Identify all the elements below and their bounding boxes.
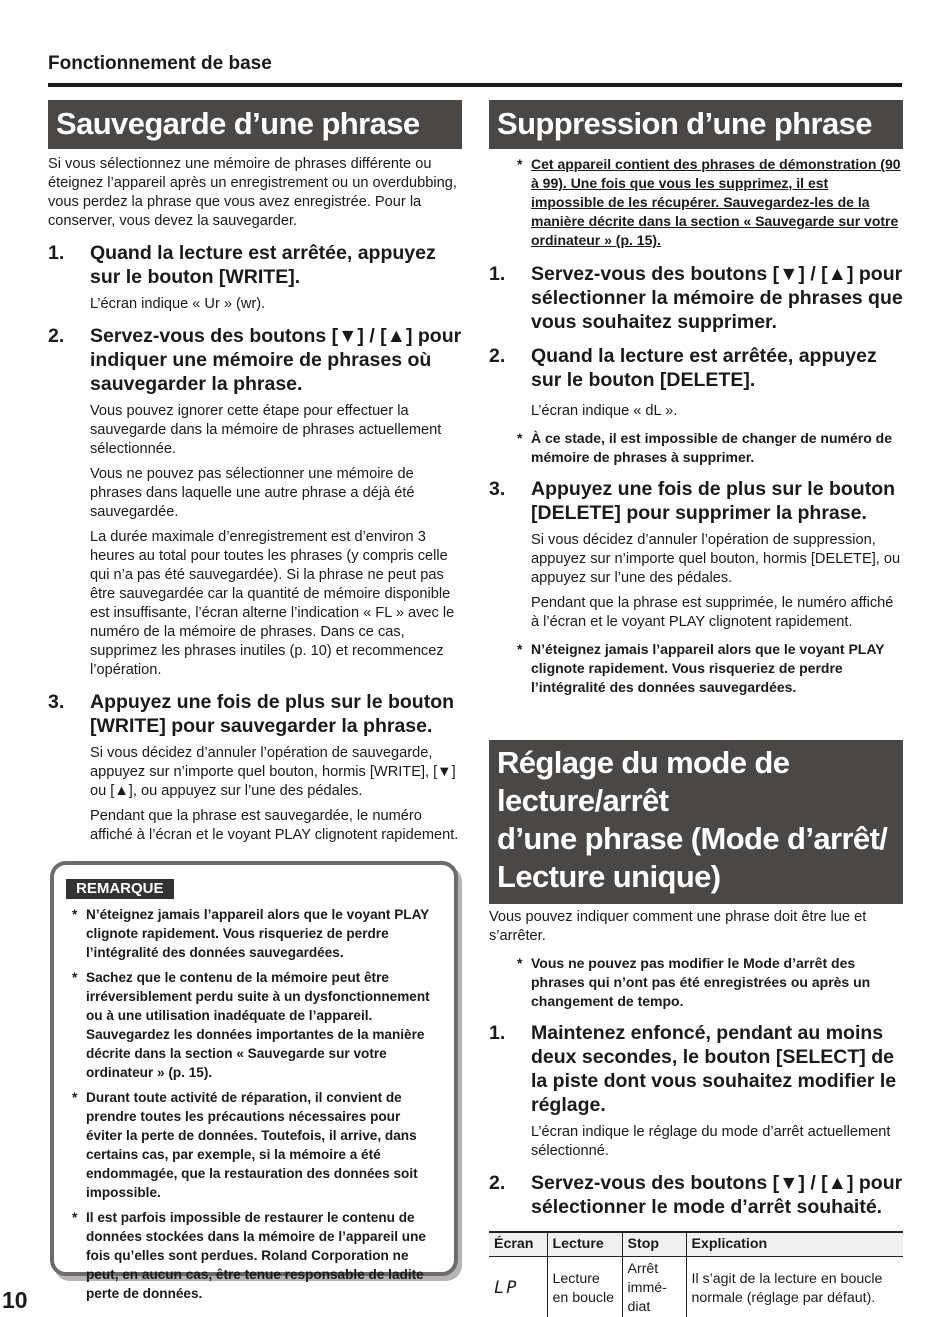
table-cell-screen: LP [489,1257,547,1317]
section-label: Fonctionnement de base [48,53,272,74]
remark-item: * Il est parfois impossible de restaurer le contenu de données stockées dans la mémoire de l’appareil une fois qu’elles sont perdues. Roland Corporation ne peut, en aucun cas, être tenue responsable de ladite perte de données. [72,1210,426,1301]
save-step-3-detail-2: Pendant que la phrase est sauvegardée, le numéro affiché à l’écran et le voyant PLAY clignotent rapidement. [90,808,459,843]
delete-step-3-detail-2: Pendant que la phrase est supprimée, le numéro affiché à l’écran et le voyant PLAY clignotent rapidement. [531,595,894,630]
table-header: Stop [622,1232,686,1257]
delete-step-2: 2. Quand la lecture est arrêtée, appuyez sur le bouton [DELETE]. [489,345,877,391]
right-column [489,100,903,697]
table-header: Écran [489,1232,547,1257]
page-number: 10 [2,1287,28,1313]
demo-note: * Cet appareil contient des phrases de démonstration (90 à 99). Une fois que vous les supprimez, il est impossible de les récupérer. Sauvegardez-les de la manière décrite dans la section « Sauvegarde sur votre ordinateur » (p. 15). [517,156,901,248]
delete-step-1: 1. Servez-vous des boutons [▼] / [▲] pour sélectionner la mémoire de phrases que vous souhaitez supprimer. [489,263,903,333]
remark-item: * Sachez que le contenu de la mémoire peut être irréversiblement perdu suite à un dysfonctionnement ou à une utilisation inadéquate de l’appareil. Sauvegardez les données importantes de la manière décrite dans la section « Sauvegarde sur votre ordinateur » (p. 15). [72,970,430,1080]
save-section-title: Sauvegarde d’une phrase [48,100,462,149]
remark-label: REMARQUE [66,879,174,899]
delete-step-2-detail: L’écran indique « dL ». [531,403,678,419]
table-row [489,1257,903,1317]
table-cell-explication: Il s’agit de la lecture en boucle normale (réglage par défaut). [686,1257,903,1317]
table-cell-lecture: Lecture en boucle [547,1257,622,1317]
mode-table [489,1231,903,1317]
table-header: Lecture [547,1232,622,1257]
top-rule [48,83,902,87]
mode-section [489,740,903,1317]
remark-box [50,861,458,1301]
mode-step-1-detail: L’écran indique le réglage du mode d’arrêt actuellement sélectionné. [531,1124,891,1159]
delete-step-2-note: * À ce stade, il est impossible de changer de numéro de mémoire de phrases à supprimer. [517,430,892,465]
remark-item: * Durant toute activité de réparation, il convient de prendre toutes les précautions nécessaires pour éviter la perte de données. Toutefois, il arrive, dans certains cas, par exemple, si la mémoire a été endommagée, que la restauration des données soit impossible. [72,1090,418,1200]
delete-section-title: Suppression d’une phrase [489,100,903,149]
save-step-3-detail-1: Si vous décidez d’annuler l’opération de sauvegarde, appuyez sur n’importe quel bouton, hormis [WRITE], [▼] ou [▲], ou appuyez sur l’une des pédales. [90,745,456,799]
save-step-1-detail: L’écran indique « Ur » (wr). [90,296,266,312]
mode-step-2: 2. Servez-vous des boutons [▼] / [▲] pour sélectionner le mode d’arrêt souhaité. [489,1172,903,1218]
save-step-3: 3. Appuyez une fois de plus sur le bouton [WRITE] pour sauvegarder la phrase. [48,691,455,737]
save-intro: Si vous sélectionnez une mémoire de phrases différente ou éteignez l’appareil après un enregistrement ou un overdubbing, vous perdez la phrase que vous avez enregistrée. Pour la conserver, vous devez la sauvegarder. [48,156,457,229]
save-step-2-detail-2: Vous ne pouvez pas sélectionner une mémoire de phrases dans laquelle une autre phrase a déjà été sauvegardée. [90,466,415,520]
left-column [48,100,462,845]
save-step-2-detail-3: La durée maximale d’enregistrement est d’environ 3 heures au total pour toutes les phrases (y compris celle qui n’a pas été sauvegardée). Si la phrase ne peut pas être sauvegardée car la quantité de mémoire disponible est insuffisante, l’écran alterne l’indication « FL » avec le numéro de la mémoire de phrases. Dans ce cas, supprimez les phrases inutiles (p. 10) et recommencez l’opération. [90,529,455,678]
delete-step-3-note: * N’éteignez jamais l’appareil alors que le voyant PLAY clignote rapidement. Vous risqueriez de perdre l’intégralité des données sauvegardées. [517,641,885,695]
mode-step-1: 1. Maintenez enfoncé, pendant au moins deux secondes, le bouton [SELECT] de la piste dont vous souhaitez modifier le réglage. [489,1022,897,1116]
remark-item: * N’éteignez jamais l’appareil alors que le voyant PLAY clignote rapidement. Vous risqueriez de perdre l’intégralité des données sauvegardées. [72,907,429,960]
table-cell-stop: Arrêt immé-diat [622,1257,686,1317]
delete-step-3-detail-1: Si vous décidez d’annuler l’opération de suppression, appuyez sur n’importe quel bouton, hormis [DELETE], ou appuyez sur l’une des pédales. [531,532,901,586]
save-step-1: 1. Quand la lecture est arrêtée, appuyez sur le bouton [WRITE]. [48,242,436,288]
table-header: Explication [686,1232,903,1257]
mode-intro: Vous pouvez indiquer comment une phrase doit être lue et s’arrêter. [489,909,867,944]
save-step-2-detail-1: Vous pouvez ignorer cette étape pour effectuer la sauvegarde dans la mémoire de phrases actuellement sélectionnée. [90,403,442,457]
save-step-2: 2. Servez-vous des boutons [▼] / [▲] pour indiquer une mémoire de phrases où sauvegarder la phrase. [48,325,462,395]
delete-step-3: 3. Appuyez une fois de plus sur le bouton [DELETE] pour supprimer la phrase. [489,478,896,524]
mode-section-title: Réglage du mode de lecture/arrêt d’une phrase (Mode d’arrêt/ Lecture unique) [489,740,903,904]
mode-note: * Vous ne pouvez pas modifier le Mode d’arrêt des phrases qui n’ont pas été enregistrées ou après un changement de tempo. [517,955,871,1009]
